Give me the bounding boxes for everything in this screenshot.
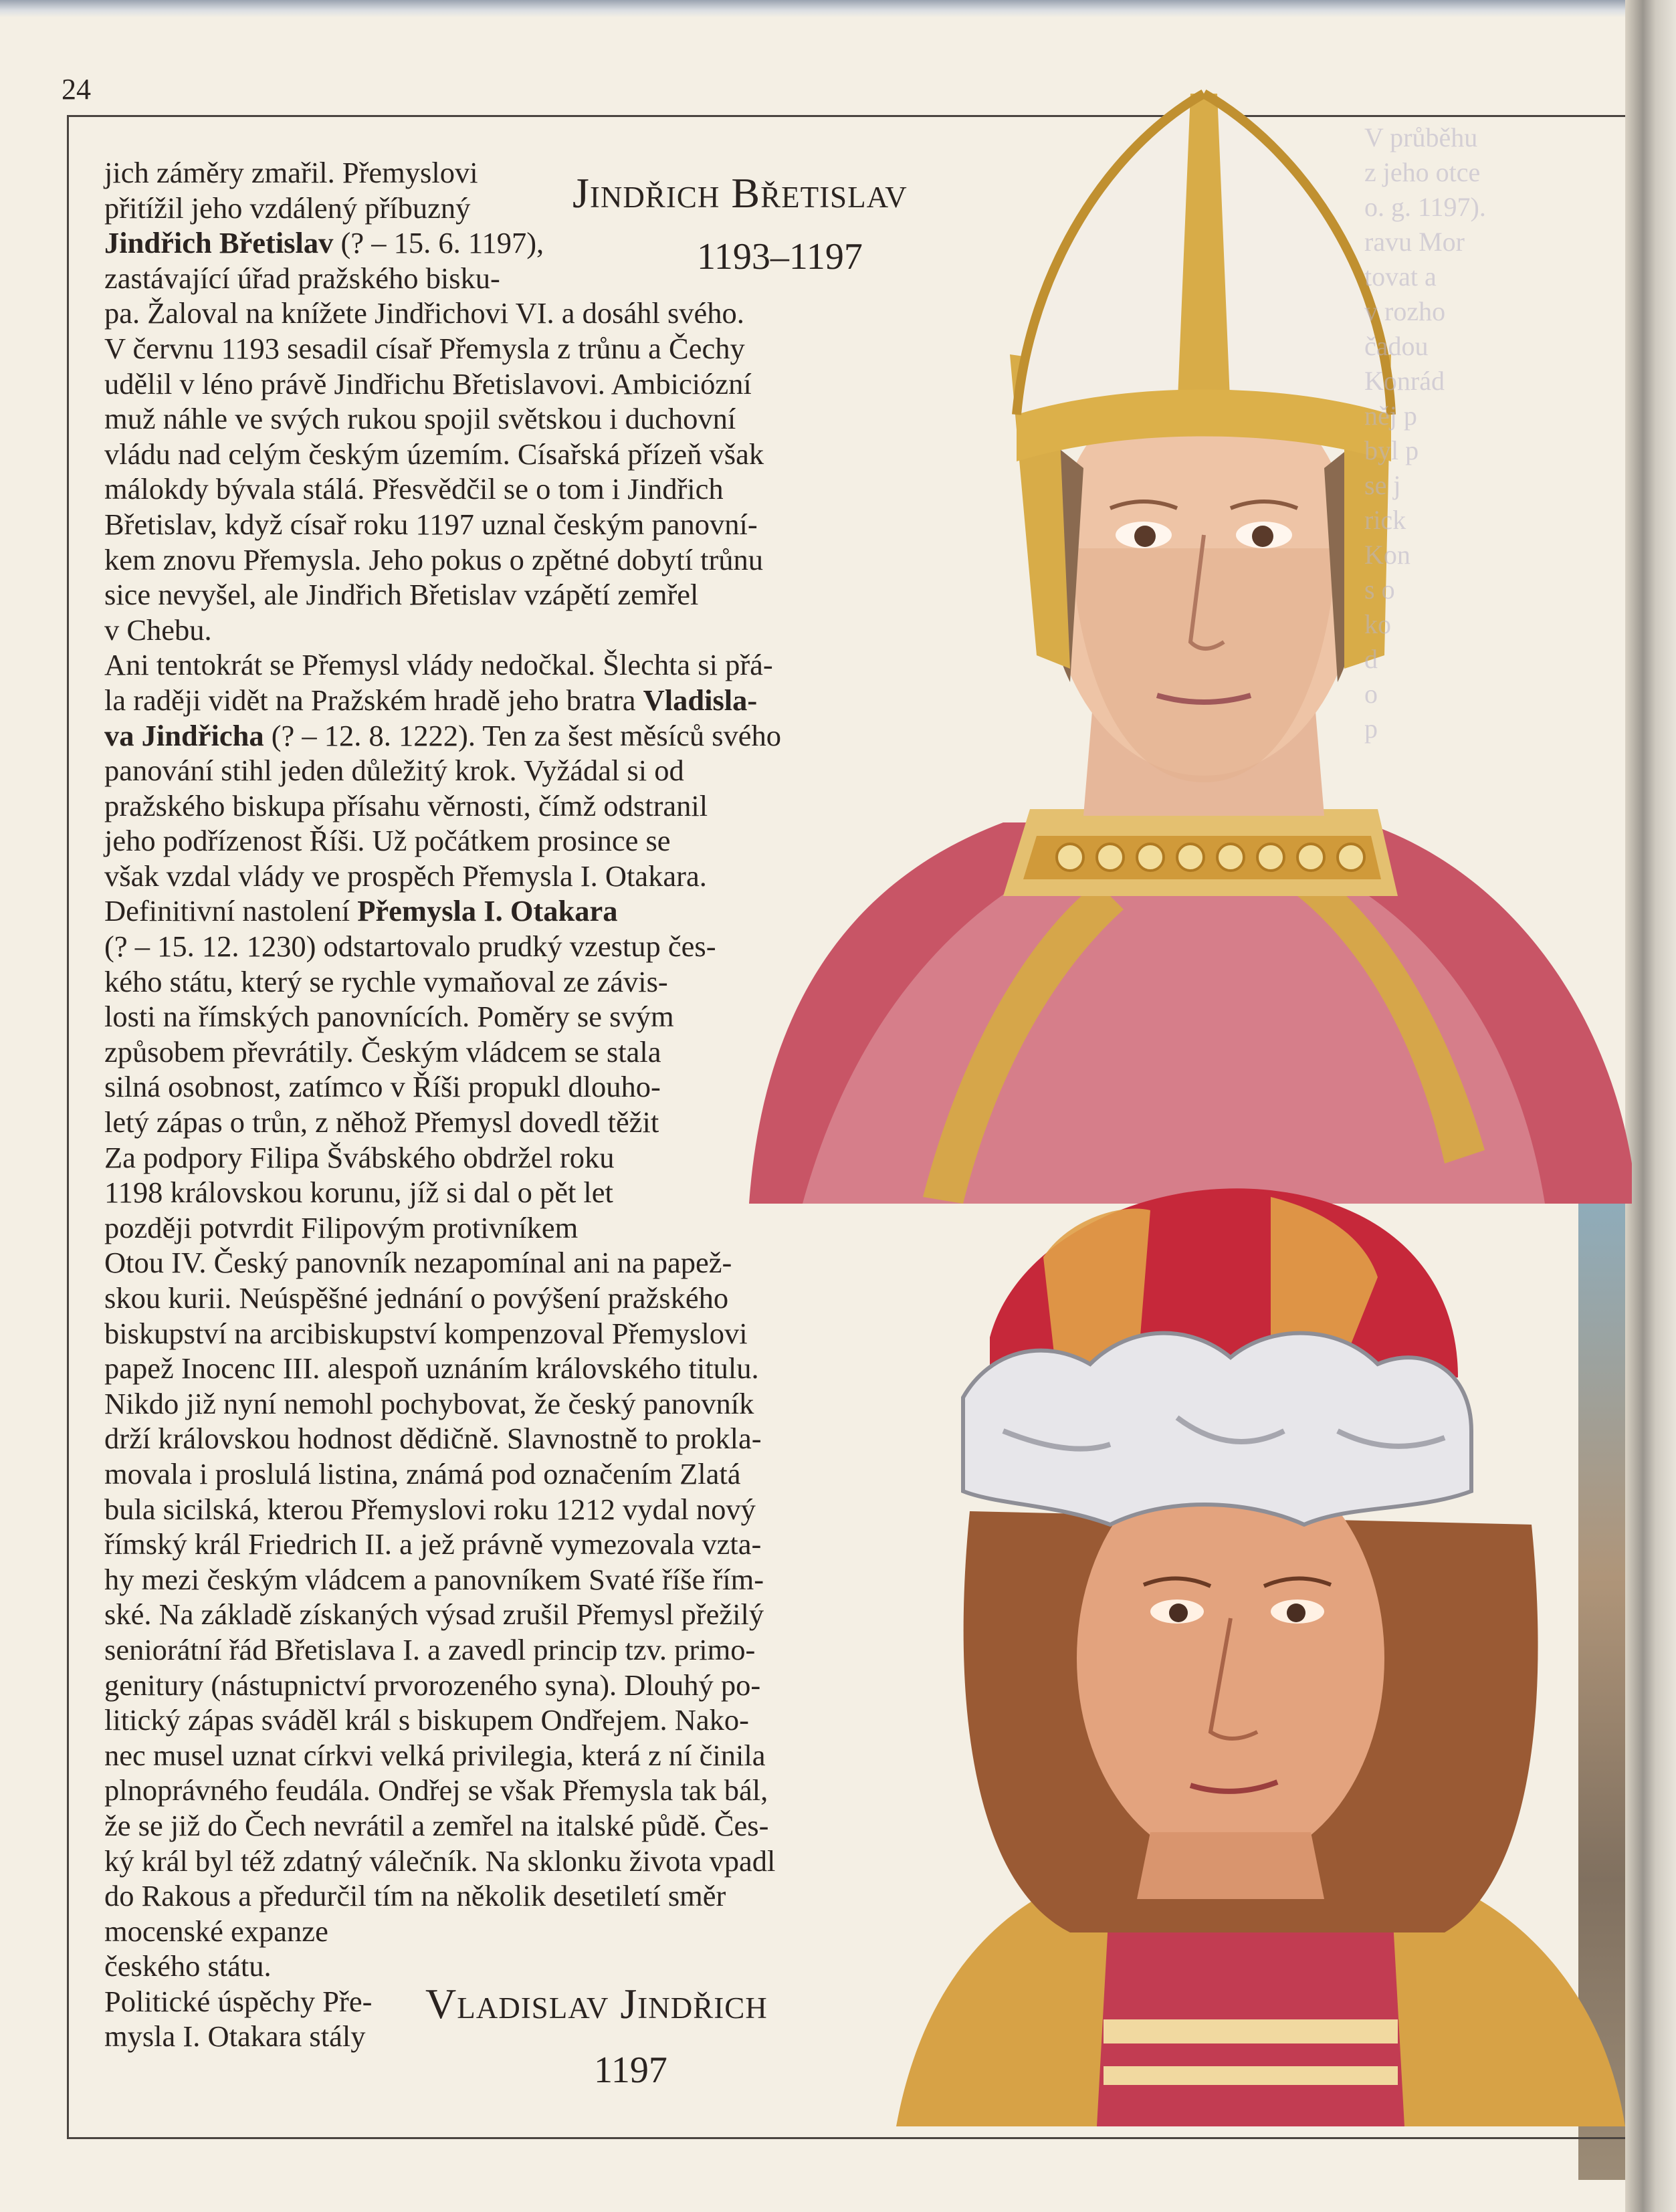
body-line: do Rakous a předurčil tím na několik desetiletí směr xyxy=(104,1879,726,1913)
body-line: biskupství na arcibiskupství kompenzoval Přemyslovi xyxy=(104,1316,748,1350)
portrait-king-fur-crown xyxy=(869,1177,1625,2126)
body-line: (? – 15. 12. 1230) odstartovalo prudký vzestup čes- xyxy=(104,929,716,964)
body-line: mocenské expanze xyxy=(104,1914,328,1948)
body-line: losti na římských panovnících. Poměry se svým xyxy=(104,1000,674,1034)
body-line: Nikdo již nyní nemohl pochybovat, že český panovník xyxy=(104,1386,754,1420)
body-line: papež Inocenc III. alespoň uznáním královského titulu. xyxy=(104,1351,759,1386)
body-line: Ani tentokrát se Přemysl vlády nedočkal. Šlechta si přá- xyxy=(104,648,773,682)
body-line: Politické úspěchy Pře- xyxy=(104,1984,373,2018)
body-line: způsobem převrátily. Českým vládcem se stala xyxy=(104,1034,661,1069)
body-line: pa. Žaloval na knížete Jindřichovi VI. a dosáhl svého. xyxy=(104,296,744,330)
body-line: letý zápas o trůn, z něhož Přemysl dovedl těžit xyxy=(104,1105,659,1139)
body-line: přitížil jeho vzdálený příbuzný xyxy=(104,191,471,225)
body-line: římský král Friedrich II. a jež právně vymezovala vzta- xyxy=(104,1527,762,1561)
body-line: panování stihl jeden důležitý krok. Vyžádal si od xyxy=(104,754,684,788)
body-line: va Jindřicha (? – 12. 8. 1222). Ten za šest měsíců svého xyxy=(104,718,782,752)
body-line: silná osobnost, zatímco v Říši propukl dlouho- xyxy=(104,1070,661,1104)
body-line: pražského biskupa přísahu věrnosti, čímž odstranil xyxy=(104,788,708,822)
body-line: skou kurii. Neúspěšné jednání o povýšení pražského xyxy=(104,1281,729,1315)
body-line: muž náhle ve svých rukou spojil světskou i duchovní xyxy=(104,402,736,436)
body-line: Břetislav, když císař roku 1197 uznal českým panovní- xyxy=(104,507,758,541)
body-line: málokdy bývala stálá. Přesvědčil se o tom i Jindřich xyxy=(104,472,724,506)
ruler1-years: 1193–1197 xyxy=(697,236,863,278)
body-line: litický zápas sváděl král s biskupem Ondřejem. Nako- xyxy=(104,1703,749,1737)
body-text xyxy=(104,155,827,2054)
body-line: Za podpory Filipa Švábského obdržel roku xyxy=(104,1140,615,1174)
crown-fur-band xyxy=(963,1333,1471,1525)
body-line: jeho podřízenost Říši. Už počátkem prosince se xyxy=(104,824,671,858)
body-line: nec musel uznat církvi velká privilegia, která z ní činila xyxy=(104,1738,766,1772)
body-line: plnoprávného feudála. Ondřej se však Přemysla tak bál, xyxy=(104,1773,768,1807)
scan-top-edge xyxy=(0,0,1676,17)
body-line: Otou IV. Český panovník nezapomínal ani na papež- xyxy=(104,1246,732,1280)
body-line: movala i proslulá listina, známá pod označením Zlatá xyxy=(104,1456,741,1490)
body-line: kem znovu Přemysla. Jeho pokus o zpětné dobytí trůnu xyxy=(104,542,764,576)
body-line: udělil v léno právě Jindřichu Břetislavovi. Ambiciózní xyxy=(104,366,752,401)
body-line: později potvrdit Filipovým protivníkem xyxy=(104,1210,579,1244)
show-through-text: V průběhu z jeho otce o. g. 1197). ravu Mor tovat a v rozho čadou Konrád něj p byl p se j rick Kon s o ko d o p xyxy=(1364,122,1486,744)
ruler2-name: Vladislav Jindřich xyxy=(425,1980,768,2027)
body-line: vládu nad celým českým územím. Císařská přízeň však xyxy=(104,437,764,471)
body-line: Jindřich Břetislav (? – 15. 6. 1197), xyxy=(104,226,544,260)
body-line: hy mezi českým vládcem a panovníkem Svaté říše řím- xyxy=(104,1562,764,1596)
body-line: 1198 královskou korunu, jíž si dal o pět let xyxy=(104,1176,613,1210)
body-line: kého státu, který se rychle vymaňoval ze závis- xyxy=(104,964,668,998)
body-line: Definitivní nastolení Přemysla I. Otakara xyxy=(104,894,618,928)
body-line: ký král byl též zdatný válečník. Na sklonku života vpadl xyxy=(104,1844,776,1878)
ruler1-name: Jindřich Břetislav xyxy=(572,169,908,217)
frame-rule-bottom xyxy=(67,2137,1625,2139)
body-line: v Chebu. xyxy=(104,613,212,647)
body-line: jich záměry zmařil. Přemyslovi xyxy=(104,156,478,189)
body-line: seniorátní řád Břetislava I. a zavedl princip tzv. primo- xyxy=(104,1632,756,1666)
body-line: českého státu. xyxy=(104,1949,272,1983)
body-line: sice nevyšel, ale Jindřich Břetislav vzápětí zemřel xyxy=(104,578,699,612)
body-line: zastávající úřad pražského bisku- xyxy=(104,261,500,295)
body-line: však vzdal vlády ve prospěch Přemysla I. Otakara. xyxy=(104,859,707,893)
body-line: bula sicilská, kterou Přemyslovi roku 1212 vydal nový xyxy=(104,1492,756,1526)
body-line: la raději vidět na Pražském hradě jeho bratra Vladisla- xyxy=(104,683,758,717)
body-line: genitury (nástupnictví prvorozeného syna). Dlouhý po- xyxy=(104,1668,761,1702)
body-line: mysla I. Otakara stály xyxy=(104,2019,366,2054)
body-line: V červnu 1193 sesadil císař Přemysla z trůnu a Čechy xyxy=(104,331,745,365)
body-line: že se již do Čech nevrátil a zemřel na italské půdě. Čes- xyxy=(104,1808,769,1842)
frame-rule-left xyxy=(67,115,69,2138)
body-line: drží královskou hodnost dědičně. Slavnostně to prokla- xyxy=(104,1422,762,1456)
ruler2-years: 1197 xyxy=(594,2050,667,2091)
body-line: ské. Na základě získaných výsad zrušil Přemysl přežilý xyxy=(104,1597,764,1632)
scan-right-edge xyxy=(1625,0,1676,2212)
page-number: 24 xyxy=(62,73,91,106)
